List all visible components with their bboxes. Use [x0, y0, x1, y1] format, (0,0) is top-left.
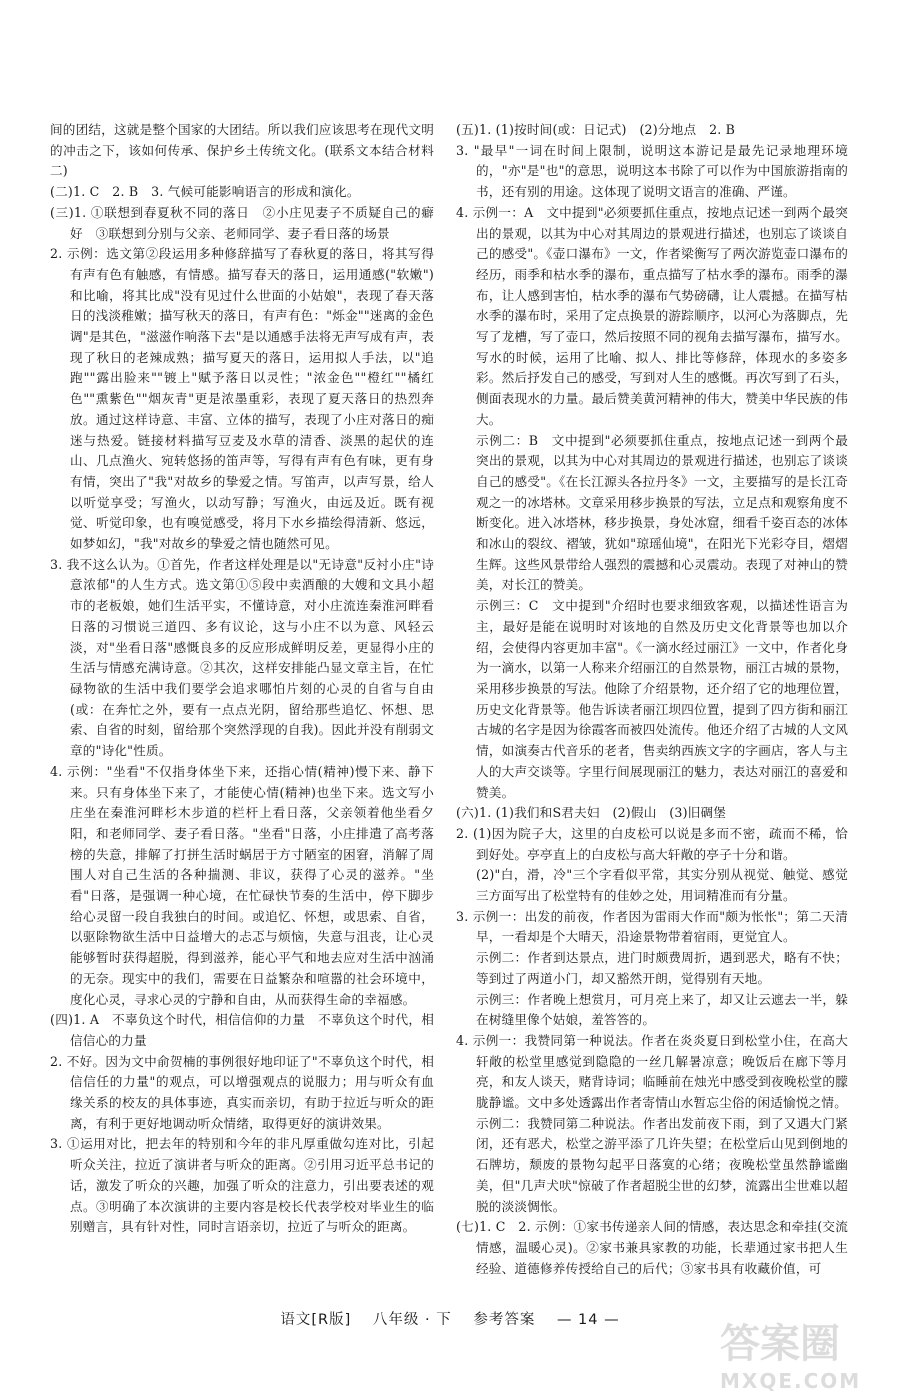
footer-subject: 语文[R版] [280, 1312, 352, 1328]
watermark-text: 答案圈 [720, 1321, 840, 1367]
watermark-url: MXQE.COM [720, 1369, 862, 1393]
watermark-logo [720, 1312, 890, 1393]
paragraph: 2. 不好。因为文中俞贺楠的事例很好地印证了"不辜负这个时代，相信信任的力量"的观点，可以增强观点的说服力；用与听众有血缘关系的校友的具体事迹，真实而亲切，有助于拉近与听众的距离，有利于更好地调动听众情绪，取得更好的演讲效果。 [50, 1053, 434, 1131]
paragraph: 3. 示例一：出发的前夜，作者因为雷雨大作而"颇为怅怅"；第二天清早，一看却是个大晴天，沿途景物带着宿雨，更觉宜人。 [456, 908, 848, 945]
paragraph: (二)1. C 2. B 3. 气候可能影响语言的形成和演化。 [50, 184, 360, 200]
left-column [50, 120, 434, 1238]
paragraph: 示例二：我赞同第二种说法。作者出发前夜下雨，到了又遇大门紧闭，还有恶犬，松堂之游平添了几许失望；在松堂后山见到倒地的石牌坊，颓废的景物勾起平日落寞的心绪；夜晚松堂虽然静谧幽美，但"几声犬吠"惊破了作者超脱尘世的幻梦，流露出尘世难以超脱的淡淡惆怅。 [476, 1115, 848, 1214]
page-number: — 14 — [556, 1312, 620, 1328]
paragraph: 示例三：作者晚上想赏月，可月亮上来了，却又让云遮去一半，躲在树缝里像个姑娘，羞答答的。 [476, 991, 848, 1028]
paragraph: 4. 示例一：A 文中提到"必须要抓住重点，按地点记述一到两个最突出的景观，以其为中心对其周边的景观进行描述，也别忘了谈谈自己的感受"。《壶口瀑布》一文，作者梁衡写了两次游览壶口瀑布的经历，雨季和枯水季的瀑布，重点描写了枯水季的瀑布。雨季的瀑布，让人感到害怕，枯水季的瀑布气势磅礴，让人震撼。在描写枯水季的瀑布时，采用了定点换景的游踪顺序，以河心为落脚点，先写了龙槽，写了壶口，然后按照不同的视角去描写瀑布，描写水。写水的时候，运用了比喻、拟人、排比等修辞，体现水的多姿多彩。然后抒发自己的感受，写到对人生的感慨。再次写到了石头，侧面表现水的力量。最后赞美黄河精神的伟大，赞美中华民族的伟大。 [456, 204, 848, 427]
paragraph: 2. 示例：选文第②段运用多种修辞描写了春秋夏的落日，将其写得有声有色有触感，有情感。描写春天的落日，运用通感("软嫩")和比喻，将其比成"没有见过什么世面的小姑娘"，表现了春天落日的浅淡稚嫩；描写秋天的落日，有声有色："烁金""迷离的金色调"是其色，"滋滋作响落下去"是以通感手法将无声写成有声，表现了秋日的老辣成熟；描写夏天的落日，运用拟人手法，以"追跑""露出脸来""镀上"赋予落日以灵性；"浓金色""橙红""橘红色""熏紫色""烟灰青"更是浓墨重彩，表现了夏天落日的热烈奔放。通过这样诗意、丰富、立体的描写，表现了小庄对落日的痴迷与热爱。链接材料描写豆麦及水草的清香、淡黑的起伏的连山、几点渔火、宛转悠扬的笛声等，写得有声有色有味，更有身有情，突出了"我"对故乡的挚爱之情。写笛声，以声写景，给人以听觉享受；写渔火，以动写静；写渔火，由远及近。既有视觉、听觉印象，也有嗅觉感受，将月下水乡描绘得清新、悠远，如梦如幻，"我"对故乡的挚爱之情也随然可见。 [50, 246, 434, 552]
paragraph: 3. "最早"一词在时间上限制，说明这本游记是最先记录地理环境的，"亦"是"也"的意思，说明这本书除了可以作为中国旅游指南的书，还有别的用途。这体现了说明文语言的准确、严谨。 [456, 142, 848, 200]
footer-grade: 八年级 · 下 [372, 1312, 452, 1328]
paragraph: 间的团结，这就是整个国家的大团结。所以我们应该思考在现代文明的冲击之下，该如何传承、保护乡土传统文化。(联系文本结合材料二) [50, 122, 434, 179]
paragraph: (2)"白，滑，冷"三个字看似平常，其实分别从视觉、触觉、感觉三方面写出了松堂特有的佳妙之处，用词精准而有分量。 [476, 867, 848, 904]
paragraph: 3. ①运用对比，把去年的特别和今年的非凡厚重做勾连对比，引起听众关注，拉近了演讲者与听众的距离。②引用习近平总书记的话，激发了听众的兴趣，加强了听众的注意力，引出要表述的观点。③明确了本次演讲的主要内容是校长代表学校对毕业生的临别赠言，具有针对性，同时言语亲切，拉近了与听众的距离。 [50, 1136, 434, 1235]
paragraph: 2. (1)因为院子大，这里的白皮松可以说是多而不密，疏而不稀，恰到好处。亭亭直上的白皮松与高大轩敞的亭子十分和谐。 [456, 825, 848, 862]
paragraph: 4. 示例："坐看"不仅指身体坐下来，还指心情(精神)慢下来、静下来。只有身体坐下来了，才能使心情(精神)也坐下来。选文写小庄坐在秦淮河畔杉木步道的栏杆上看日落，父亲领着他坐看夕阳，和老师同学、妻子看日落。"坐看"日落，小庄排遣了高考落榜的失意，排解了打拼生活时蜗居于方寸陋室的困窘，消解了周围人对自己生活的各种揣测、非议，获得了心灵的滋养。"坐看"日落，是强调一种心境，在忙碌快节奏的生活中，停下脚步给心灵留一段自我独白的时间。或追忆、怀想，或思索、自省，以驱除物欲生活中日益增大的忐忑与烦恼，失意与沮丧，让心灵能够暂时获得超脱，得到滋养，能心平气和地去应对生活中汹涌的无奈。现实中的我们，需要在日益繁杂和喧嚣的社会环境中，度化心灵，寻求心灵的宁静和自由，从而获得生命的幸福感。 [50, 763, 434, 1007]
paragraph: 示例二：B 文中提到"必须要抓住重点，按地点记述一到两个最突出的景观，以其为中心对其周边的景观进行描述，也别忘了谈谈自己的感受"。《在长江源头各拉丹冬》一文，主要描写的是长江奇观之一的冰塔林。文章采用移步换景的写法，立足点和观察角度不断变化。进入冰塔林，移步换景，身处冰窟，细看千姿百态的冰体和冰山的裂纹、褶皱，犹如"琼瑶仙境"，在阳光下光彩夺目，熠熠生辉。这些风景带给人强烈的震撼和心灵震动。表现了对神山的赞美，对长江的赞美。 [476, 432, 848, 593]
footer-section: 参考答案 [473, 1312, 536, 1328]
paragraph: 示例二：作者到达景点，进门时颇费周折，遇到恶犬，略有不快；等到过了两道小门，却又豁然开朗，觉得别有天地。 [476, 950, 848, 986]
paragraph: (六)1. (1)我们和S君夫妇 (2)假山 (3)旧碉堡 [456, 805, 727, 821]
paragraph: (七)1. C 2. 示例：①家书传递亲人间的情感，表达思念和牵挂(交流情感，温暖心灵)。②家书兼具家教的功能，长辈通过家书把人生经验、道德修养传授给自己的后代；③家书具有收藏价值，可 [456, 1219, 848, 1276]
paragraph: (五)1. (1)按时间(或：日记式) (2)分地点 2. B [456, 122, 736, 137]
paragraph: (四)1. A 不辜负这个时代，相信信仰的力量 不辜负这个时代，相信信心的力量 [50, 1012, 434, 1048]
paragraph: 4. 示例一：我赞同第一种说法。作者在炎炎夏日到松堂小住，在高大轩敞的松堂里感觉到隐隐的一丝几解暑凉意；晚饭后在廊下等月亮，和友人谈天，赌背诗词；临睡前在烛光中感受到夜晚松堂的朦胧静谧。文中多处透露出作者寄情山水暂忘尘俗的闲适愉悦之情。 [456, 1032, 848, 1111]
paragraph: 3. 我不这么认为。①首先，作者这样处理是以"无诗意"反衬小庄"诗意浓郁"的人生方式。选文第①⑤段中卖酒酿的大嫂和文具小超市的老板娘，她们生活平实，不懂诗意，对小庄流连秦淮河畔看日落的习惯说三道四、多有议论，这与小庄不以为意、风轻云淡，对"坐看日落"感慨良多的反应形成鲜明反差，更显得小庄的生活与情感充满诗意。②其次，这样安排能凸显文章主旨，在忙碌物欲的生活中我们要学会追求哪怕片刻的心灵的自省与自由(或：在奔忙之外，要有一点点光阴，留给那些追忆、怀想、思索、自省的时刻，留给那个突然浮现的自我)。因此并没有削弱文章的"诗化"性质。 [50, 556, 434, 759]
paragraph: 示例三：C 文中提到"介绍时也要求细致客观，以描述性语言为主，最好是能在说明时对该地的自然及历史文化背景等也加以介绍，会使得内容更加丰富"。《一滴水经过丽江》一文中，作者化身为一滴水，以第一人称来介绍丽江的自然景物，丽江古城的景物，采用移步换景的写法。他除了介绍景物，还介绍了它的地理位置，历史文化背景等。他告诉读者丽江坝四位置，提到了四方街和丽江古城的名字是因为徐霞客而被四处流传。他还介绍了古城的人文风情，如演奏古代音乐的老者，售卖纳西族文字的字画店，客人与主人的大声交谈等。字里行间展现丽江的魅力，表达对丽江的喜爱和赞美。 [476, 598, 848, 800]
paragraph: (三)1. ①联想到春夏秋不同的落日 ②小庄见妻子不质疑自己的癖好 ③联想到分别与父亲、老师同学、妻子看日落的场景 [50, 204, 434, 241]
right-column [456, 120, 848, 1279]
